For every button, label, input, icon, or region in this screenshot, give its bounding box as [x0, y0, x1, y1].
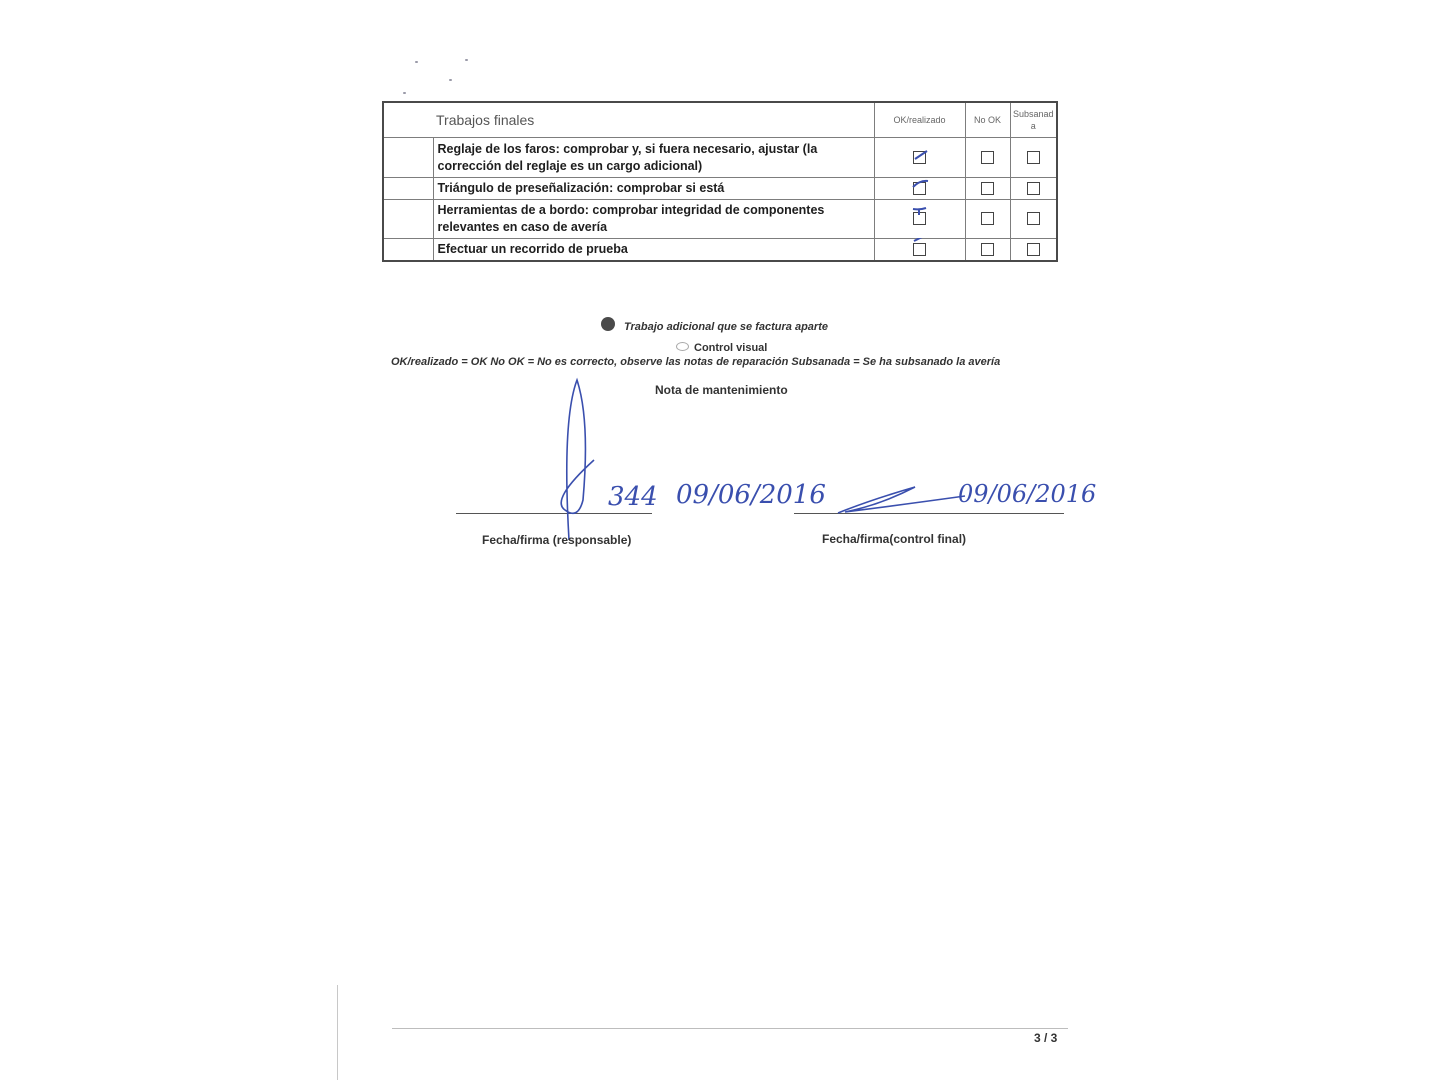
responsible-signature-stroke	[561, 380, 594, 540]
legend-explanation: OK/realizado = OK No OK = No es correcto, observe las notas de reparación Subsanada = Se ha subsanado la avería	[391, 356, 1001, 368]
checklist-title: Trabajos finales	[383, 102, 874, 138]
row-description: Efectuar un recorrido de prueba	[433, 239, 874, 262]
final-control-signature-label: Fecha/firma(control final)	[822, 532, 967, 546]
final-control-date: 09/06/2016	[958, 480, 1097, 508]
row-description: Reglaje de los faros: comprobar y, si fuera necesario, ajustar (la corrección del reglaje es un cargo adicional)	[433, 138, 874, 178]
page-number: 3 / 3	[1034, 1031, 1058, 1045]
column-no-ok-header: No OK	[965, 102, 1010, 138]
legend-visual-check: Control visual	[694, 342, 768, 354]
footer-rule	[392, 1028, 1068, 1029]
responsible-signature-label: Fecha/firma (responsable)	[482, 533, 632, 547]
row-description: Herramientas de a bordo: comprobar integridad de componentes relevantes en caso de avería	[433, 200, 874, 239]
row-description: Triángulo de preseñalización: comprobar si está	[433, 178, 874, 200]
legend-extra-work: Trabajo adicional que se factura aparte	[624, 321, 828, 333]
responsible-date: 09/06/2016	[676, 480, 826, 510]
column-subsanada-header: Subsanad a	[1010, 102, 1057, 138]
final-signature-stroke	[838, 487, 965, 513]
maintenance-note-title: Nota de mantenimiento	[655, 383, 788, 397]
column-ok-header: OK/realizado	[874, 102, 965, 138]
responsible-id-number: 344	[608, 482, 658, 512]
